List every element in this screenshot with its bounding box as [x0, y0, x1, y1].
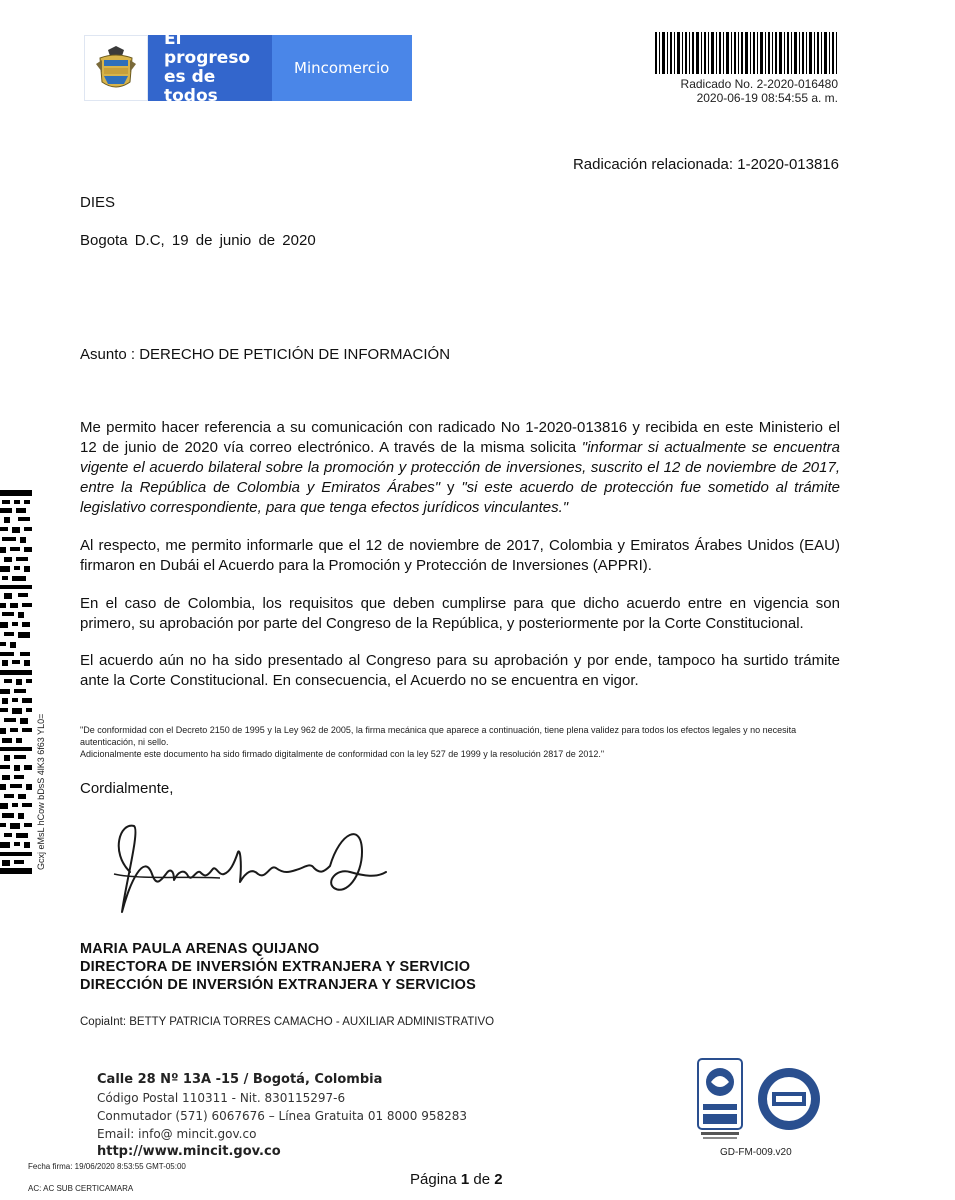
logo-slogan	[148, 29, 272, 106]
radicado-number: Radicado No. 2-2020-016480	[680, 77, 838, 91]
footer-phone: Conmutador (571) 6067676 – Línea Gratuita 01 8000 958283	[97, 1109, 468, 1123]
legal-notice-1: "De conformidad con el Decreto 2150 de 1995 y la Ley 962 de 2005, la firma mecánica que aparece a continuación, tiene plena validez para todos los efectos legales y no necesita autenticación, ni sello.	[80, 725, 797, 747]
signer-name: MARIA PAULA ARENAS QUIJANO	[80, 941, 320, 957]
legal-notice-2: Adicionalmente este documento ha sido firmado digitalmente de conformidad con la ley 527 de 1999 y la resolución 2817 de 2012."	[80, 749, 605, 759]
footer-web-link[interactable]: http://www.mincit.gov.co	[97, 1144, 281, 1159]
iqnet-cert-icon	[756, 1066, 822, 1132]
barcode-icon	[655, 32, 837, 74]
paragraph-1	[80, 418, 840, 518]
signer-department: DIRECCIÓN DE INVERSIÓN EXTRANJERA Y SERVICIOS	[80, 977, 477, 993]
ac-certicamara: AC: AC SUB CERTICAMARA	[28, 1184, 134, 1193]
icontec-cert-icon	[697, 1058, 743, 1142]
paragraph-4: El acuerdo aún no ha sido presentado al Congreso para su aprobación y por ende, tampoco ha surtido trámite ante la Corte Constitucional. En consecuencia, el Acuerdo no se encuentra en vigor.	[80, 652, 840, 689]
colombia-crest-icon	[84, 35, 148, 101]
page-current: 1	[460, 1171, 470, 1188]
footer-address: Calle 28 Nº 13A -15 / Bogotá, Colombia	[97, 1072, 383, 1087]
page-total: 2	[494, 1171, 503, 1188]
footer-postal: Código Postal 110311 - Nit. 830115297-6	[97, 1091, 346, 1105]
logo-line1: El progreso	[164, 29, 251, 68]
copia-interna: CopiaInt: BETTY PATRICIA TORRES CAMACHO - AUXILIAR ADMINISTRATIVO	[80, 1016, 495, 1028]
footer-email[interactable]: Email: info@ mincit.gov.co	[97, 1127, 257, 1141]
radicado-datetime: 2020-06-19 08:54:55 a. m.	[696, 91, 838, 105]
signer-block	[80, 940, 476, 994]
form-code: GD-FM-009.v20	[720, 1147, 792, 1158]
qr-side-icon	[0, 490, 32, 874]
page-number	[410, 1171, 503, 1188]
date-line: Bogota D.C, 19 de junio de 2020	[80, 232, 316, 249]
recipient: DIES	[80, 194, 116, 211]
p1-connector: y	[440, 479, 462, 496]
p1-quote-2: "si este acuerdo de protección fue sometido al trámite legislativo correspondiente, para que tenga efectos jurídicos vinculantes."	[80, 479, 841, 516]
radicado-block	[620, 77, 838, 105]
p1-quote-1: "informar si actualmente se encuentra vigente el acuerdo bilateral sobre la promoción y protección de inversiones, suscrito el 12 de noviembre de 2017, entre la República de Colombia y Emiratos Árabes"	[80, 439, 840, 496]
closing: Cordialmente,	[80, 780, 174, 797]
side-verification-code: Gcxj eMsL hCow bDsS 4lK3 6f63 YL0=	[36, 713, 46, 870]
page-mid: de	[469, 1171, 495, 1188]
logo-ministry: Mincomercio	[272, 35, 412, 101]
legal-notice	[80, 724, 840, 760]
p1-text: Me permito hacer referencia a su comunicación con radicado No 1-2020-013816 y recibida en este Ministerio el 12 de junio de 2020 vía correo electrónico. A través de la misma solicita	[80, 419, 840, 456]
fecha-firma: Fecha firma: 19/06/2020 8:53:55 GMT-05:00	[28, 1162, 186, 1171]
paragraph-2: Al respecto, me permito informarle que el 12 de noviembre de 2017, Colombia y Emiratos Árabes Unidos (EAU) firmaron en Dubái el Acuerdo para la Promoción y Protección de Inversiones (APPRI).	[80, 537, 840, 574]
signer-title: DIRECTORA DE INVERSIÓN EXTRANJERA Y SERVICIO	[80, 959, 471, 975]
paragraph-3: En el caso de Colombia, los requisitos que deben cumplirse para que dicho acuerdo entre en vigencia son primero, su aprobación por parte del Congreso de la República, y posteriormente por la Corte Constitucional.	[80, 595, 840, 632]
radicacion-relacionada: Radicación relacionada: 1-2020-013816	[572, 156, 839, 173]
footer-contact	[97, 1071, 467, 1161]
logo-line2: es de todos	[164, 67, 218, 106]
subject-line: Asunto : DERECHO DE PETICIÓN DE INFORMACIÓN	[80, 346, 451, 363]
page-prefix: Página	[410, 1171, 461, 1188]
signature-icon	[100, 812, 400, 930]
mincomercio-logo	[84, 29, 412, 106]
